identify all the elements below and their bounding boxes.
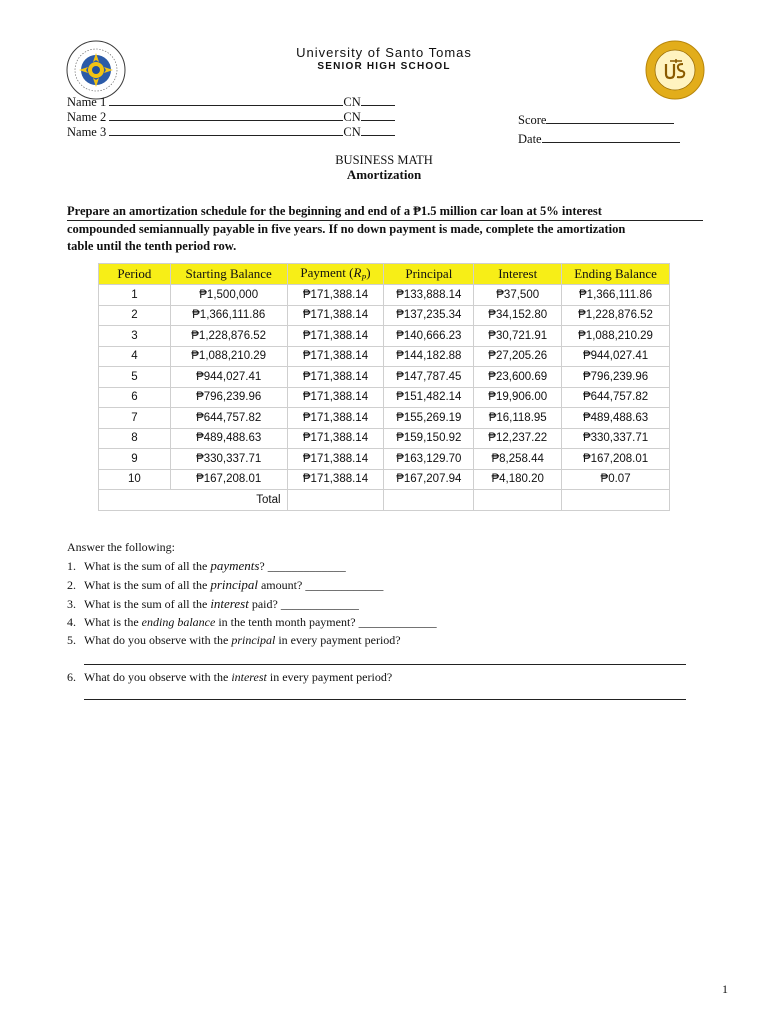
problem-statement <box>67 203 703 255</box>
payment-subscript: P <box>361 273 367 283</box>
cell-starting-balance: ₱796,239.96 <box>170 387 287 408</box>
cell-starting-balance: ₱1,088,210.29 <box>170 346 287 367</box>
cn-1-label: CN <box>343 95 361 109</box>
cell-starting-balance: ₱1,500,000 <box>170 285 287 306</box>
col-header-period: Period <box>99 264 171 285</box>
table-row <box>99 428 670 449</box>
question-5-pre: What do you observe with the <box>84 633 232 647</box>
score-row <box>518 113 674 128</box>
question-2-emphasis: principal <box>210 577 258 592</box>
cell-starting-balance: ₱1,228,876.52 <box>170 326 287 347</box>
cell-period: 9 <box>99 449 171 470</box>
question-1-answer-blank[interactable]: _____________ <box>267 559 346 573</box>
cell-period: 4 <box>99 346 171 367</box>
cell-ending-balance: ₱1,088,210.29 <box>562 326 670 347</box>
col-header-starting-balance: Starting Balance <box>170 264 287 285</box>
problem-line-2: compounded semiannually payable in five years. If no down payment is made, complete the amortization <box>67 222 626 236</box>
university-name: University of Santo Tomas <box>296 45 472 60</box>
total-row <box>99 490 670 511</box>
question-1-emphasis: payments <box>210 558 260 573</box>
name-1-field[interactable] <box>109 95 343 106</box>
cell-starting-balance: ₱167,208.01 <box>170 469 287 490</box>
cell-ending-balance: ₱796,239.96 <box>562 367 670 388</box>
name-1-label: Name 1 <box>67 95 107 109</box>
table-row <box>99 387 670 408</box>
question-3-number: 3. <box>67 597 76 611</box>
question-3 <box>67 596 359 612</box>
cell-interest: ₱23,600.69 <box>474 367 562 388</box>
question-5-answer-line[interactable] <box>84 664 686 665</box>
question-6-emphasis: interest <box>231 670 267 684</box>
col-header-interest: Interest <box>474 264 562 285</box>
cell-principal: ₱147,787.45 <box>384 367 474 388</box>
table-row <box>99 408 670 429</box>
question-5-post: in every payment period? <box>275 633 401 647</box>
question-3-post: paid? <box>248 597 278 611</box>
cell-payment: ₱171,388.14 <box>287 326 384 347</box>
cell-payment: ₱171,388.14 <box>287 449 384 470</box>
cell-period: 2 <box>99 305 171 326</box>
total-principal-cell[interactable] <box>384 490 474 511</box>
name-3-label: Name 3 <box>67 125 107 139</box>
cell-ending-balance: ₱944,027.41 <box>562 346 670 367</box>
school-name: SENIOR HIGH SCHOOL <box>317 61 451 72</box>
question-5 <box>67 633 401 648</box>
col-header-payment <box>287 264 384 285</box>
cell-interest: ₱12,237.22 <box>474 428 562 449</box>
question-4-pre: What is the <box>84 615 142 629</box>
cell-ending-balance: ₱1,228,876.52 <box>562 305 670 326</box>
cell-principal: ₱133,888.14 <box>384 285 474 306</box>
cell-interest: ₱34,152.80 <box>474 305 562 326</box>
cell-interest: ₱27,205.26 <box>474 346 562 367</box>
question-6-post: in every payment period? <box>266 670 393 684</box>
cell-starting-balance: ₱489,488.63 <box>170 428 287 449</box>
cell-principal: ₱140,666.23 <box>384 326 474 347</box>
name-2-field[interactable] <box>109 110 343 121</box>
score-field[interactable] <box>546 113 674 124</box>
cell-principal: ₱163,129.70 <box>384 449 474 470</box>
cn-2-field[interactable] <box>361 110 395 121</box>
question-6 <box>67 670 392 685</box>
date-label: Date <box>518 132 542 146</box>
question-1 <box>67 558 346 574</box>
name-3-row <box>67 125 395 140</box>
cell-ending-balance: ₱0.07 <box>562 469 670 490</box>
question-1-post: ? <box>259 559 265 573</box>
cell-period: 7 <box>99 408 171 429</box>
question-2 <box>67 577 383 593</box>
payment-variable: R <box>353 265 362 281</box>
cell-period: 3 <box>99 326 171 347</box>
page-number: 1 <box>722 982 728 996</box>
cell-principal: ₱155,269.19 <box>384 408 474 429</box>
question-2-post: amount? <box>257 578 303 592</box>
col-header-ending-balance: Ending Balance <box>562 264 670 285</box>
table-row <box>99 449 670 470</box>
cell-interest: ₱8,258.44 <box>474 449 562 470</box>
score-label: Score <box>518 113 547 127</box>
question-2-pre: What is the sum of all the <box>84 578 211 592</box>
payment-prefix: Payment ( <box>300 265 354 281</box>
cell-ending-balance: ₱489,488.63 <box>562 408 670 429</box>
name-1-row <box>67 95 395 110</box>
question-3-emphasis: interest <box>210 596 249 611</box>
date-field[interactable] <box>542 132 680 143</box>
cell-interest: ₱4,180.20 <box>474 469 562 490</box>
table-row <box>99 326 670 347</box>
cell-ending-balance: ₱644,757.82 <box>562 387 670 408</box>
cell-ending-balance: ₱1,366,111.86 <box>562 285 670 306</box>
cell-payment: ₱171,388.14 <box>287 428 384 449</box>
cn-3-label: CN <box>343 125 361 139</box>
question-6-number: 6. <box>67 670 76 684</box>
table-row <box>99 305 670 326</box>
cell-starting-balance: ₱330,337.71 <box>170 449 287 470</box>
cell-payment: ₱171,388.14 <box>287 469 384 490</box>
question-5-emphasis: principal <box>231 633 276 647</box>
question-1-number: 1. <box>67 559 76 573</box>
cell-payment: ₱171,388.14 <box>287 387 384 408</box>
topic-title: Amortization <box>346 167 422 182</box>
question-4-emphasis: ending balance <box>141 615 216 629</box>
col-header-principal: Principal <box>384 264 474 285</box>
date-row <box>518 132 680 147</box>
cell-period: 5 <box>99 367 171 388</box>
question-4-number: 4. <box>67 615 76 629</box>
problem-line-1: Prepare an amortization schedule for the beginning and end of a ₱1.5 million car loan at 5% interest <box>67 203 703 221</box>
cell-principal: ₱137,235.34 <box>384 305 474 326</box>
cell-ending-balance: ₱167,208.01 <box>562 449 670 470</box>
cell-period: 10 <box>99 469 171 490</box>
cell-principal: ₱151,482.14 <box>384 387 474 408</box>
cell-interest: ₱30,721.91 <box>474 326 562 347</box>
total-payment-cell[interactable] <box>287 490 384 511</box>
payment-suffix: ) <box>366 265 371 281</box>
table-row <box>99 285 670 306</box>
cell-starting-balance: ₱1,366,111.86 <box>170 305 287 326</box>
question-5-number: 5. <box>67 633 76 647</box>
question-6-answer-line[interactable] <box>84 699 686 700</box>
cell-interest: ₱19,906.00 <box>474 387 562 408</box>
question-2-number: 2. <box>67 578 76 592</box>
question-4-answer-blank[interactable]: _____________ <box>358 615 437 629</box>
question-1-pre: What is the sum of all the <box>84 559 211 573</box>
cell-principal: ₱167,207.94 <box>384 469 474 490</box>
question-4-post: in the tenth month payment? <box>215 615 356 629</box>
cell-starting-balance: ₱944,027.41 <box>170 367 287 388</box>
cell-period: 8 <box>99 428 171 449</box>
cell-payment: ₱171,388.14 <box>287 305 384 326</box>
cell-interest: ₱37,500 <box>474 285 562 306</box>
problem-line-3: table until the tenth period row. <box>67 239 237 253</box>
table-row <box>99 469 670 490</box>
cn-1-field[interactable] <box>361 95 395 106</box>
question-2-answer-blank[interactable]: _____________ <box>305 578 384 592</box>
table-row <box>99 346 670 367</box>
cell-payment: ₱171,388.14 <box>287 367 384 388</box>
cell-principal: ₱159,150.92 <box>384 428 474 449</box>
name-2-label: Name 2 <box>67 110 107 124</box>
total-label: Total <box>99 490 288 511</box>
question-3-pre: What is the sum of all the <box>84 597 211 611</box>
table-header-row <box>99 264 670 285</box>
subject-title: BUSINESS MATH <box>335 153 433 167</box>
cell-payment: ₱171,388.14 <box>287 408 384 429</box>
cn-2-label: CN <box>343 110 361 124</box>
cell-starting-balance: ₱644,757.82 <box>170 408 287 429</box>
question-3-answer-blank[interactable]: _____________ <box>280 597 359 611</box>
table-row <box>99 367 670 388</box>
question-6-pre: What do you observe with the <box>84 670 232 684</box>
cell-interest: ₱16,118.95 <box>474 408 562 429</box>
name-2-row <box>67 110 395 125</box>
cell-payment: ₱171,388.14 <box>287 285 384 306</box>
question-4 <box>67 615 437 630</box>
cell-principal: ₱144,182.88 <box>384 346 474 367</box>
cn-3-field[interactable] <box>361 125 395 136</box>
cell-ending-balance: ₱330,337.71 <box>562 428 670 449</box>
total-ending-cell[interactable] <box>562 490 670 511</box>
cell-period: 6 <box>99 387 171 408</box>
amortization-table <box>98 263 670 511</box>
name-3-field[interactable] <box>109 125 343 136</box>
cell-payment: ₱171,388.14 <box>287 346 384 367</box>
cell-period: 1 <box>99 285 171 306</box>
questions-heading: Answer the following: <box>67 540 175 554</box>
total-interest-cell[interactable] <box>474 490 562 511</box>
